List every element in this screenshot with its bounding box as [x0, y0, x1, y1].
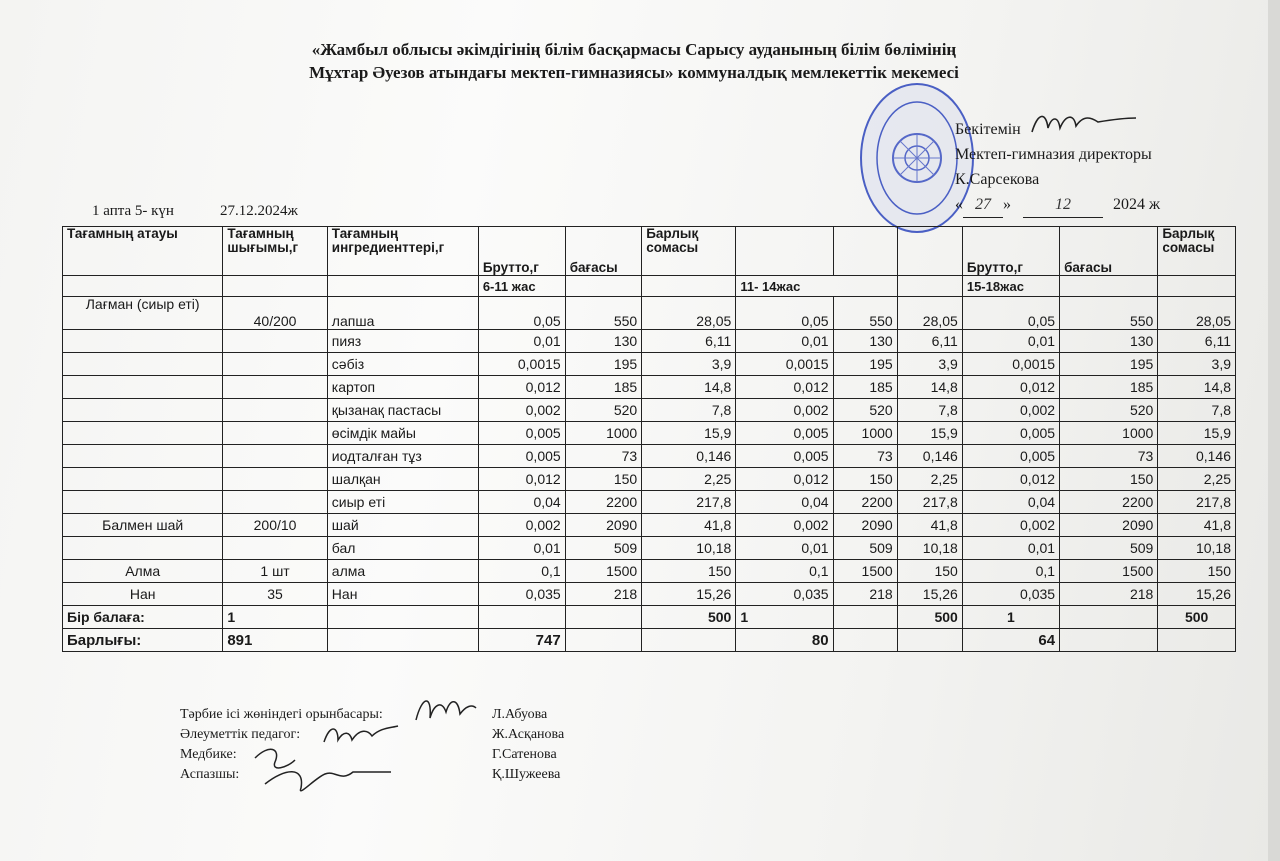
- header-line-2: Мұхтар Әуезов атындағы мектеп-гимназиясы» коммуналдық мемлекеттік мекемесі: [309, 63, 959, 82]
- brutto-value: 0,012: [478, 468, 565, 491]
- director-name: К.Сарсекова: [955, 171, 1040, 188]
- table-row: [63, 468, 1236, 491]
- dish-yield: [223, 353, 327, 376]
- age-group-1: 6-11 жас: [478, 276, 565, 297]
- age-group-row: [63, 276, 1236, 297]
- menu-table: [62, 226, 1236, 652]
- brutto-value: 0,01: [962, 330, 1059, 353]
- ingredient-name: алма: [327, 560, 478, 583]
- total-value: 217,8: [1158, 491, 1236, 514]
- table-row: [63, 537, 1236, 560]
- brutto-value: 0,0015: [478, 353, 565, 376]
- price-value: 150: [1060, 468, 1158, 491]
- price-value: 73: [565, 445, 642, 468]
- day-info: [92, 203, 344, 220]
- brutto-value: 0,035: [478, 583, 565, 606]
- total-value: 14,8: [1158, 376, 1236, 399]
- dish-name: [63, 445, 223, 468]
- brutto-value: 0,002: [478, 399, 565, 422]
- col-total-3: Барлық сомасы: [1158, 227, 1236, 276]
- signature-3: [245, 738, 395, 802]
- dish-name: Балмен шай: [63, 514, 223, 537]
- brutto-value: 0,002: [962, 399, 1059, 422]
- price-value: 520: [833, 399, 897, 422]
- total-value: 15,9: [642, 422, 736, 445]
- ingredient-name: картоп: [327, 376, 478, 399]
- dish-yield: 1 шт: [223, 560, 327, 583]
- col-empty: [897, 227, 962, 276]
- dish-yield: [223, 537, 327, 560]
- total-value: 3,9: [897, 353, 962, 376]
- per-child-s1: 500: [642, 606, 736, 629]
- price-value: 550: [1060, 297, 1158, 330]
- total-value: 217,8: [642, 491, 736, 514]
- total-value: 150: [642, 560, 736, 583]
- total-value: 0,146: [897, 445, 962, 468]
- col-ingredients: Тағамның ингредиенттері,г: [327, 227, 478, 276]
- table-row: [63, 491, 1236, 514]
- col-brutto: Брутто,г: [478, 227, 565, 276]
- director-title: Мектеп-гимназия директоры: [955, 146, 1152, 163]
- dish-yield: [223, 491, 327, 514]
- brutto-value: 0,01: [736, 330, 833, 353]
- total-value: 10,18: [642, 537, 736, 560]
- price-value: 1500: [1060, 560, 1158, 583]
- total-value: 41,8: [897, 514, 962, 537]
- ingredient-name: пияз: [327, 330, 478, 353]
- total-value: 2,25: [642, 468, 736, 491]
- brutto-value: 0,04: [736, 491, 833, 514]
- total-value: 15,9: [897, 422, 962, 445]
- brutto-value: 0,0015: [736, 353, 833, 376]
- table-row: [63, 583, 1236, 606]
- price-value: 2090: [833, 514, 897, 537]
- price-value: 509: [1060, 537, 1158, 560]
- total-value: 217,8: [897, 491, 962, 514]
- dish-name: [63, 491, 223, 514]
- signature-1: [410, 690, 480, 728]
- price-value: 520: [565, 399, 642, 422]
- brutto-value: 0,05: [736, 297, 833, 330]
- signer-role: Тәрбие ісі жөніндегі орынбасары:: [180, 707, 383, 722]
- age-group-2: 11- 14жас: [736, 276, 897, 297]
- ingredient-name: өсімдік майы: [327, 422, 478, 445]
- table-row: [63, 422, 1236, 445]
- dish-yield: [223, 468, 327, 491]
- brutto-value: 0,05: [478, 297, 565, 330]
- dish-yield: 200/10: [223, 514, 327, 537]
- total-value: 3,9: [642, 353, 736, 376]
- col-empty: [833, 227, 897, 276]
- dish-yield: [223, 376, 327, 399]
- dish-name: Нан: [63, 583, 223, 606]
- total-row: [63, 629, 1236, 652]
- table-header-row: [63, 227, 1236, 276]
- header-line-1: «Жамбыл облысы әкімдігінің білім басқармасы Сарысу ауданының білім бөлімінің: [311, 40, 957, 59]
- total-value: 41,8: [1158, 514, 1236, 537]
- brutto-value: 0,012: [962, 468, 1059, 491]
- per-child-label: Бір балаға:: [63, 606, 223, 629]
- table-row: [63, 297, 1236, 330]
- ingredient-name: қызанақ пастасы: [327, 399, 478, 422]
- total-value: 15,9: [1158, 422, 1236, 445]
- ingredient-name: иодталған тұз: [327, 445, 478, 468]
- ingredient-name: бал: [327, 537, 478, 560]
- total-value: 15,26: [1158, 583, 1236, 606]
- brutto-value: 0,005: [736, 422, 833, 445]
- total-v1: 891: [223, 629, 327, 652]
- price-value: 2090: [565, 514, 642, 537]
- age-group-3: 15-18жас: [962, 276, 1059, 297]
- price-value: 218: [833, 583, 897, 606]
- price-value: 130: [833, 330, 897, 353]
- dish-name: [63, 330, 223, 353]
- price-value: 509: [565, 537, 642, 560]
- dish-name: [63, 399, 223, 422]
- menu-date: 27.12.2024ж: [219, 203, 298, 219]
- dish-name: [63, 537, 223, 560]
- brutto-value: 0,04: [478, 491, 565, 514]
- total-value: 6,11: [897, 330, 962, 353]
- price-value: 550: [833, 297, 897, 330]
- brutto-value: 0,01: [478, 537, 565, 560]
- dish-name: [63, 353, 223, 376]
- brutto-value: 0,002: [478, 514, 565, 537]
- price-value: 130: [1060, 330, 1158, 353]
- price-value: 195: [565, 353, 642, 376]
- dish-yield: [223, 399, 327, 422]
- price-value: 150: [833, 468, 897, 491]
- dish-yield: 40/200: [223, 297, 327, 330]
- ingredient-name: сиыр еті: [327, 491, 478, 514]
- price-value: 130: [565, 330, 642, 353]
- signer-name: Ж.Асқанова: [492, 727, 565, 742]
- total-value: 28,05: [1158, 297, 1236, 330]
- brutto-value: 0,1: [736, 560, 833, 583]
- price-value: 150: [565, 468, 642, 491]
- total-value: 7,8: [1158, 399, 1236, 422]
- total-value: 28,05: [897, 297, 962, 330]
- brutto-value: 0,012: [736, 376, 833, 399]
- total-value: 6,11: [1158, 330, 1236, 353]
- col-dish-name: Тағамның атауы: [63, 227, 223, 276]
- brutto-value: 0,005: [478, 445, 565, 468]
- per-child-v3: 1: [962, 606, 1059, 629]
- price-value: 1000: [833, 422, 897, 445]
- approve-label: Бекітемін: [955, 121, 1021, 138]
- total-value: 3,9: [1158, 353, 1236, 376]
- director-signature: [1028, 108, 1138, 138]
- total-v4: 64: [962, 629, 1059, 652]
- price-value: 185: [833, 376, 897, 399]
- total-value: 14,8: [897, 376, 962, 399]
- brutto-value: 0,012: [962, 376, 1059, 399]
- brutto-value: 0,05: [962, 297, 1059, 330]
- brutto-value: 0,005: [478, 422, 565, 445]
- dish-name: [63, 422, 223, 445]
- per-child-s3: 500: [1158, 606, 1236, 629]
- signer-name: Қ.Шужеева: [492, 767, 561, 782]
- brutto-value: 0,002: [962, 514, 1059, 537]
- ingredient-name: лапша: [327, 297, 478, 330]
- dish-yield: [223, 330, 327, 353]
- col-price-3: бағасы: [1060, 227, 1158, 276]
- dish-yield: 35: [223, 583, 327, 606]
- brutto-value: 0,005: [962, 422, 1059, 445]
- brutto-value: 0,035: [962, 583, 1059, 606]
- brutto-value: 0,1: [478, 560, 565, 583]
- brutto-value: 0,1: [962, 560, 1059, 583]
- dish-yield: [223, 422, 327, 445]
- total-v2: 747: [478, 629, 565, 652]
- col-total: Барлық сомасы: [642, 227, 736, 276]
- table-row: [63, 376, 1236, 399]
- price-value: 1000: [1060, 422, 1158, 445]
- total-value: 6,11: [642, 330, 736, 353]
- total-value: 2,25: [897, 468, 962, 491]
- price-value: 2200: [833, 491, 897, 514]
- price-value: 218: [1060, 583, 1158, 606]
- table-row: [63, 330, 1236, 353]
- per-child-s2: 500: [897, 606, 962, 629]
- brutto-value: 0,035: [736, 583, 833, 606]
- signer-name: Г.Сатенова: [492, 747, 557, 762]
- dish-yield: [223, 445, 327, 468]
- brutto-value: 0,01: [962, 537, 1059, 560]
- ingredient-name: шай: [327, 514, 478, 537]
- table-row: [63, 445, 1236, 468]
- col-price: бағасы: [565, 227, 642, 276]
- total-value: 41,8: [642, 514, 736, 537]
- total-v3: 80: [736, 629, 833, 652]
- price-value: 73: [833, 445, 897, 468]
- col-empty: [736, 227, 833, 276]
- price-value: 1500: [833, 560, 897, 583]
- week-day: 1 апта 5- күн: [92, 203, 174, 219]
- dish-name: Алма: [63, 560, 223, 583]
- per-child-row: [63, 606, 1236, 629]
- table-row: [63, 353, 1236, 376]
- brutto-value: 0,01: [478, 330, 565, 353]
- per-child-v2: 1: [736, 606, 833, 629]
- price-value: 509: [833, 537, 897, 560]
- price-value: 195: [1060, 353, 1158, 376]
- brutto-value: 0,002: [736, 399, 833, 422]
- brutto-value: 0,005: [962, 445, 1059, 468]
- col-brutto-3: Брутто,г: [962, 227, 1059, 276]
- price-value: 2200: [1060, 491, 1158, 514]
- price-value: 520: [1060, 399, 1158, 422]
- table-row: [63, 560, 1236, 583]
- ingredient-name: сәбіз: [327, 353, 478, 376]
- total-value: 10,18: [897, 537, 962, 560]
- total-value: 10,18: [1158, 537, 1236, 560]
- price-value: 195: [833, 353, 897, 376]
- signer-role: Әлеуметтік педагог:: [180, 727, 301, 742]
- brutto-value: 0,0015: [962, 353, 1059, 376]
- ingredient-name: Нан: [327, 583, 478, 606]
- price-value: 218: [565, 583, 642, 606]
- table-row: [63, 399, 1236, 422]
- price-value: 2090: [1060, 514, 1158, 537]
- total-value: 14,8: [642, 376, 736, 399]
- brutto-value: 0,012: [736, 468, 833, 491]
- brutto-value: 0,01: [736, 537, 833, 560]
- signer-role: Аспазшы:: [180, 767, 240, 782]
- brutto-value: 0,002: [736, 514, 833, 537]
- price-value: 1500: [565, 560, 642, 583]
- total-label: Барлығы:: [63, 629, 223, 652]
- total-value: 7,8: [642, 399, 736, 422]
- brutto-value: 0,04: [962, 491, 1059, 514]
- price-value: 1000: [565, 422, 642, 445]
- total-value: 7,8: [897, 399, 962, 422]
- brutto-value: 0,005: [736, 445, 833, 468]
- table-row: [63, 514, 1236, 537]
- signer-role: Медбике:: [180, 747, 237, 762]
- total-value: 2,25: [1158, 468, 1236, 491]
- total-value: 15,26: [642, 583, 736, 606]
- brutto-value: 0,012: [478, 376, 565, 399]
- price-value: 73: [1060, 445, 1158, 468]
- total-value: 15,26: [897, 583, 962, 606]
- total-value: 0,146: [642, 445, 736, 468]
- total-value: 150: [1158, 560, 1236, 583]
- col-yield: Тағамның шығымы,г: [223, 227, 327, 276]
- price-value: 185: [1060, 376, 1158, 399]
- approve-date: « 27 » 12 2024 ж: [955, 192, 1160, 218]
- signer-name: Л.Абуова: [492, 707, 548, 722]
- dish-name: [63, 376, 223, 399]
- per-child-v1: 1: [223, 606, 327, 629]
- total-value: 0,146: [1158, 445, 1236, 468]
- dish-name: [63, 468, 223, 491]
- total-value: 150: [897, 560, 962, 583]
- price-value: 2200: [565, 491, 642, 514]
- dish-name: Лағман (сиыр еті): [63, 297, 223, 330]
- total-value: 28,05: [642, 297, 736, 330]
- price-value: 185: [565, 376, 642, 399]
- price-value: 550: [565, 297, 642, 330]
- ingredient-name: шалқан: [327, 468, 478, 491]
